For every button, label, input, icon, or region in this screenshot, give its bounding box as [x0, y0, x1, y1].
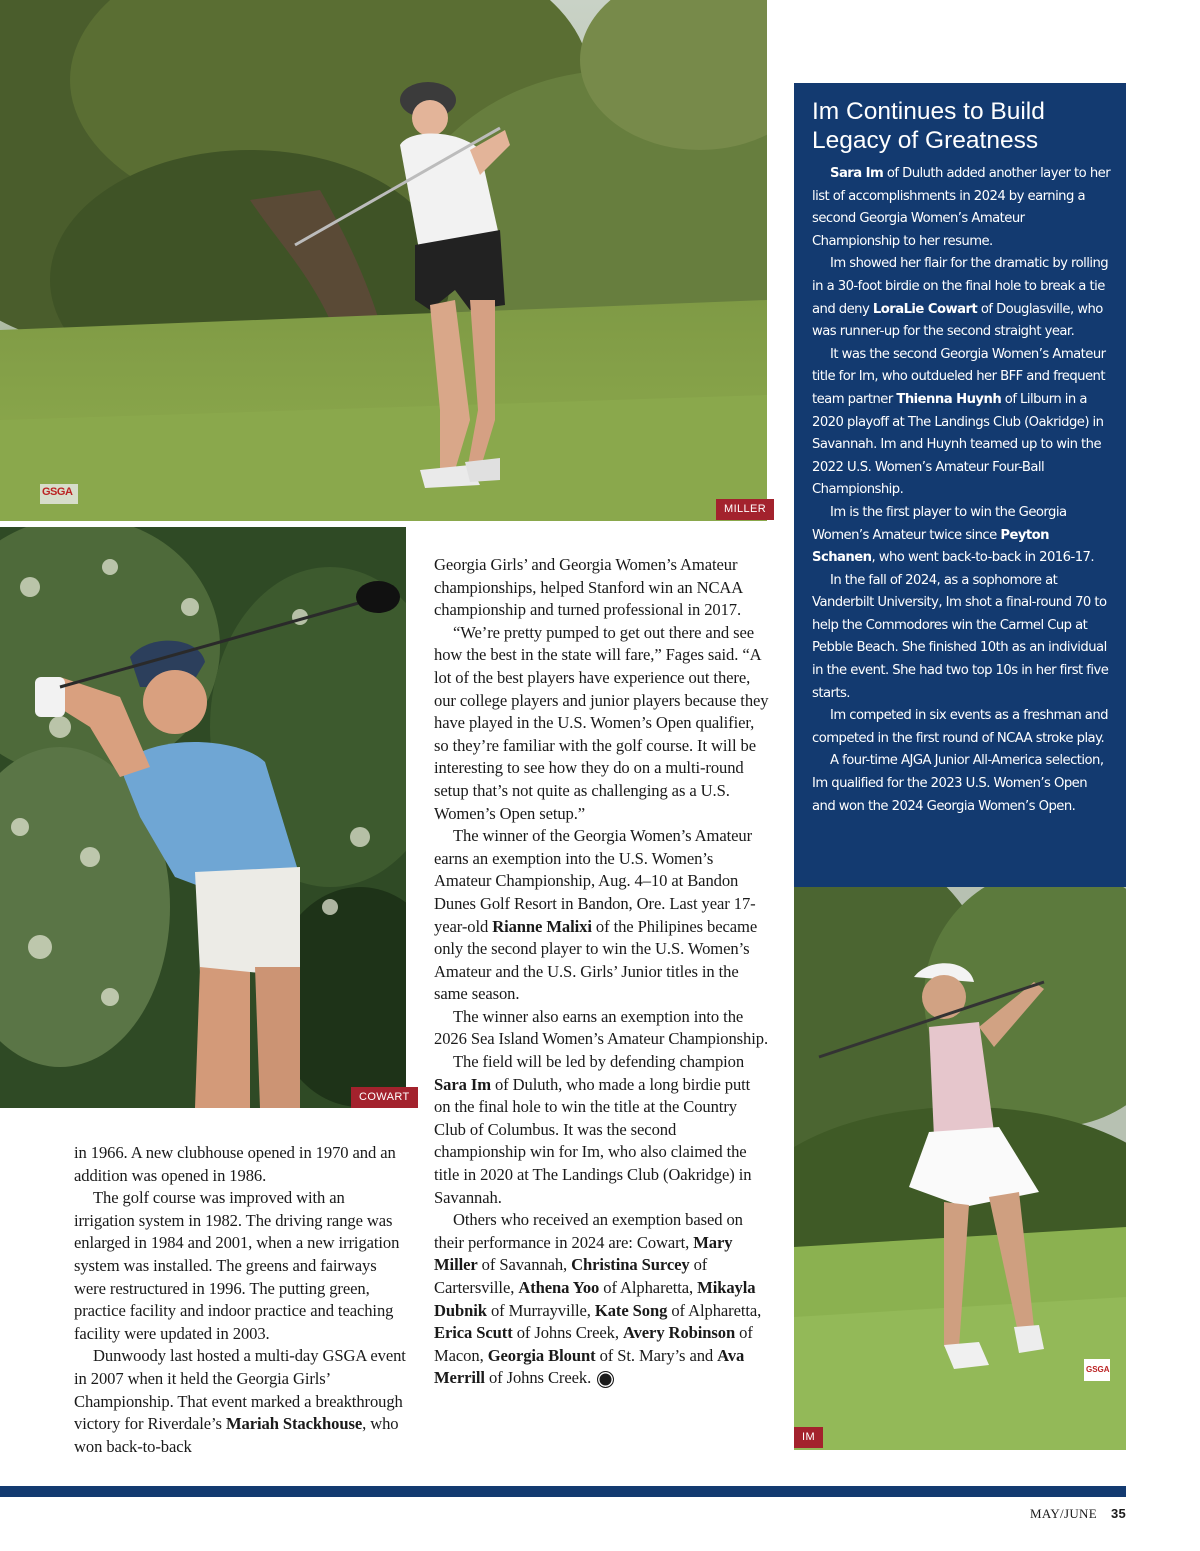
player-name: Athena Yoo — [518, 1278, 600, 1297]
player-name: Georgia Blount — [487, 1345, 596, 1365]
sidebar-box — [794, 83, 1126, 887]
player-name: Mary Miller — [434, 1232, 733, 1275]
issue-label: MAY/JUNE — [1030, 1506, 1097, 1521]
photo-top-miller — [0, 0, 767, 521]
player-name: Ava Merrill — [434, 1345, 745, 1388]
player-name: Sara Im — [830, 166, 884, 181]
page-folio — [1030, 1506, 1126, 1522]
player-name: Christina Surcey — [571, 1255, 690, 1275]
photo-credit-miller: MILLER — [716, 499, 774, 520]
article-column-middle: Georgia Girls’ and Georgia Women’s Amateur championships, helped Stanford win an NCAA championship and turned professional in 2017. “We’re pretty pumped to get out there and see how the best in the state will fare,” Fages said. “A lot of the best players have experience out there, our college players and junior players because they have played in the U.S. Women’s Open qualifier, so they’re familiar with the golf course. It will be interesting to see how they do on a multi-round setup that’s not quite as challenging as a U.S. Women’s Open setup.” The winner of the Georgia Women’s Amateur earns an exemption into the U.S. Women’s Amateur Championship, Aug. 4–10 at Bandon Dunes Golf Resort in Bandon, Ore. Last year 17-year-old Rianne Malixi of the Philipines became only the second player to win the U.S. Women’s Amateur and the U.S. Girls’ Junior titles in the same season. The winner also earns an exemption into the 2026 Sea Island Women’s Amateur Championship. The field will be led by defending champion Sara Im of Duluth, who made a long birdie putt on the final hole to win the title at the Country Club of Columbus. It was the second championship win for Im, who also claimed the title in 2020 at The Landings Club (Oakridge) in Savannah. Others who received an exemption based on their performance in 2024 are: Cowart, Mary Miller of Savannah, Christina Surcey of Cartersville, Athena Yoo of Alpharetta, Mikayla Dubnik of Murrayville, Kate Song of Alpharetta, Erica Scutt of Johns Creek, Avery Robinson of Macon, Georgia Blount of St. Mary’s and Ava Merrill of Johns Creek. GG — [434, 555, 769, 1388]
player-name: Kate Song — [594, 1300, 668, 1320]
footer-rule — [0, 1486, 1126, 1497]
photo-left-cowart — [0, 527, 406, 1108]
player-name: LoraLie Cowart — [872, 301, 978, 317]
sidebar-title: Im Continues to Build Legacy of Greatness — [812, 98, 1045, 154]
player-name: Rianne Malixi — [492, 916, 592, 936]
photo-credit-im: IM — [794, 1427, 823, 1448]
gsga-logo: GSGA — [42, 486, 73, 498]
player-name: Avery Robinson — [622, 1323, 736, 1343]
player-name: Thienna Huynh — [896, 391, 1002, 407]
player-name: Sara Im — [434, 1074, 491, 1094]
page-number: 35 — [1110, 1506, 1126, 1521]
player-name: Mikayla Dubnik — [434, 1278, 756, 1320]
player-name: Erica Scutt — [434, 1323, 513, 1343]
photo-credit-cowart: COWART — [351, 1087, 418, 1108]
photo-right-im — [794, 887, 1126, 1450]
end-mark-icon: GG — [597, 1371, 614, 1388]
sidebar-body: Sara Im of Duluth added another layer to her list of accomplishments in 2024 by earning a second Georgia Women’s Amateur Championship to her resume. Im showed her flair for the dramatic by rolling in a 30-foot birdie on the final hole to break a tie and deny LoraLie Cowart of Douglasville, who was runner-up for the second straight year. It was the second Georgia Women’s Amateur title for Im, who outdueled her BFF and frequent team partner Thienna Huynh of Lilburn in a 2020 playoff at The Landings Club (Oakridge) in Savannah. Im and Huynh teamed up to win the 2022 U.S. Women’s Amateur Four-Ball Championship. Im is the first player to win the Georgia Women’s Amateur twice since Peyton Schanen, who went back-to-back in 2016-17. In the fall of 2024, as a sophomore at Vanderbilt University, Im shot a final-round 70 to help the Commodores win the Carmel Cup at Pebble Beach. She finished 10th as an individual in the event. She had two top 10s in her first five starts. Im competed in six events as a freshman and competed in the first round of NCAA stroke play. A four-time AJGA Junior All-America selection, Im qualified for the 2023 U.S. Women’s Open and won the 2024 Georgia Women’s Open. — [812, 166, 1111, 814]
article-column-left: in 1966. A new clubhouse opened in 1970 and an addition was opened in 1986. The golf course was improved with an irrigation system in 1982. The driving range was enlarged in 1984 and 2001, when a new irrigation system was installed. The greens and fairways were restructured in 1996. The putting green, practice facility and indoor practice and teaching facility were updated in 2003. Dunwoody last hosted a multi-day GSGA event in 2007 when it held the Georgia Girls’ Championship. That event marked a breakthrough victory for Riverdale’s Mariah Stackhouse, who won back-to-back — [74, 1143, 406, 1456]
player-name: Mariah Stackhouse — [225, 1414, 363, 1434]
gsga-logo: GSGA — [1086, 1365, 1110, 1374]
player-name: Peyton Schanen — [812, 527, 1050, 566]
